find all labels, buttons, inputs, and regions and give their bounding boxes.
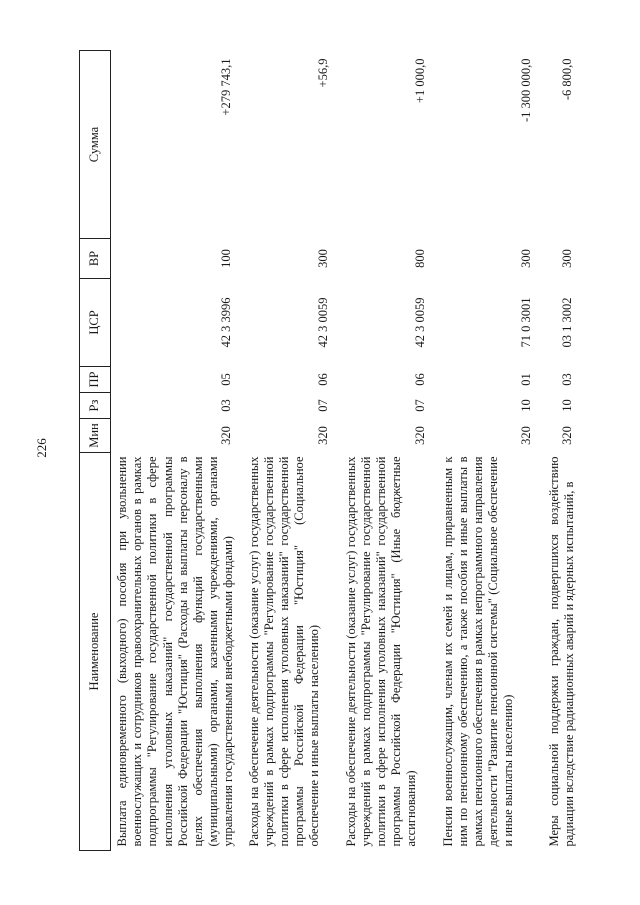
row-pr: 06 <box>316 373 331 386</box>
header-sum: Сумма <box>80 51 111 239</box>
table-row <box>111 51 243 851</box>
header-pr: ПР <box>80 367 111 393</box>
row-rz: 10 <box>519 399 534 412</box>
row-name: Расходы на обеспечение деятельности (оказание услуг) государственных учреждений в рамках подпрограммы "Регулирование государственной политики в сфере исполнения уголовных наказаний" государственной программы Российской Федерации "Юстиция" (Иные бюджетные ассигнования) <box>343 456 419 847</box>
row-name: Выплата единовременного (выходного) пособия при увольнении военнослужащих и сотрудников правоохранительных органов в рамках подпрограммы "Регулирование государственной политики в сфере исполнения уголовных наказаний" государственной программы Российской Федерации "Юстиция" (Расходы на выплаты персоналу в целях обеспечения выполнения функций государственными (муниципальными) органами, казенными учреждениями, органами управления государственными внебюджетными фондами) <box>115 456 236 847</box>
table-row <box>437 51 543 851</box>
row-csr: 71 0 3001 <box>519 297 534 348</box>
table-row <box>243 51 340 851</box>
header-name: Наименование <box>80 453 111 851</box>
header-vr: ВР <box>80 239 111 279</box>
row-name: Пенсии военнослужащим, членам их семей и лицам, приравненным к ним по пенсионному обеспечению, а также пособия и иные выплаты в рамках пенсионного обеспечения в рамках непрограммного направления деятельности "Развитие пенсионной системы" (Социальное обеспечение и иные выплаты населению) <box>440 456 516 847</box>
header-rz: Рз <box>80 393 111 419</box>
row-name: Меры социальной поддержки граждан, подвергшихся воздействию радиации вследствие радиационных аварий и ядерных испытаний, в <box>546 456 576 847</box>
row-csr: 42 3 0059 <box>413 297 428 348</box>
row-min: 320 <box>219 426 234 445</box>
row-sum: -6 800,0 <box>559 58 574 101</box>
row-rz: 07 <box>413 399 428 412</box>
row-csr: 03 1 3002 <box>559 297 574 348</box>
row-sum: +56,9 <box>316 58 331 88</box>
header-min: Мин <box>80 419 111 453</box>
row-vr: 100 <box>219 249 234 268</box>
row-vr: 300 <box>316 249 331 268</box>
row-sum: -1 300 000,0 <box>519 58 534 123</box>
header-csr: ЦСР <box>80 279 111 367</box>
row-min: 320 <box>413 426 428 445</box>
row-vr: 300 <box>559 249 574 268</box>
row-vr: 800 <box>413 249 428 268</box>
table-header <box>80 51 111 851</box>
row-pr: 06 <box>413 373 428 386</box>
row-rz: 07 <box>316 399 331 412</box>
budget-table <box>79 50 583 851</box>
row-pr: 05 <box>219 373 234 386</box>
row-csr: 42 3 3996 <box>219 297 234 348</box>
table-row <box>543 51 583 851</box>
row-sum: +279 743,1 <box>219 58 234 116</box>
budget-table-container <box>79 51 624 851</box>
row-pr: 03 <box>559 373 574 386</box>
table-row <box>340 51 437 851</box>
row-rz: 10 <box>559 399 574 412</box>
row-sum: +1 000,0 <box>413 58 428 104</box>
table-body <box>111 51 584 851</box>
row-pr: 01 <box>519 373 534 386</box>
row-min: 320 <box>316 426 331 445</box>
row-csr: 42 3 0059 <box>316 297 331 348</box>
row-vr: 300 <box>519 249 534 268</box>
page-number: 226 <box>34 438 49 458</box>
row-min: 320 <box>559 426 574 445</box>
row-min: 320 <box>519 426 534 445</box>
row-rz: 03 <box>219 399 234 412</box>
row-name: Расходы на обеспечение деятельности (оказание услуг) государственных учреждений в рамках подпрограммы "Регулирование государственной политики в сфере исполнения уголовных наказаний" государственной программы Российской Федерации "Юстиция" (Социальное обеспечение и иные выплаты населению) <box>246 456 322 847</box>
